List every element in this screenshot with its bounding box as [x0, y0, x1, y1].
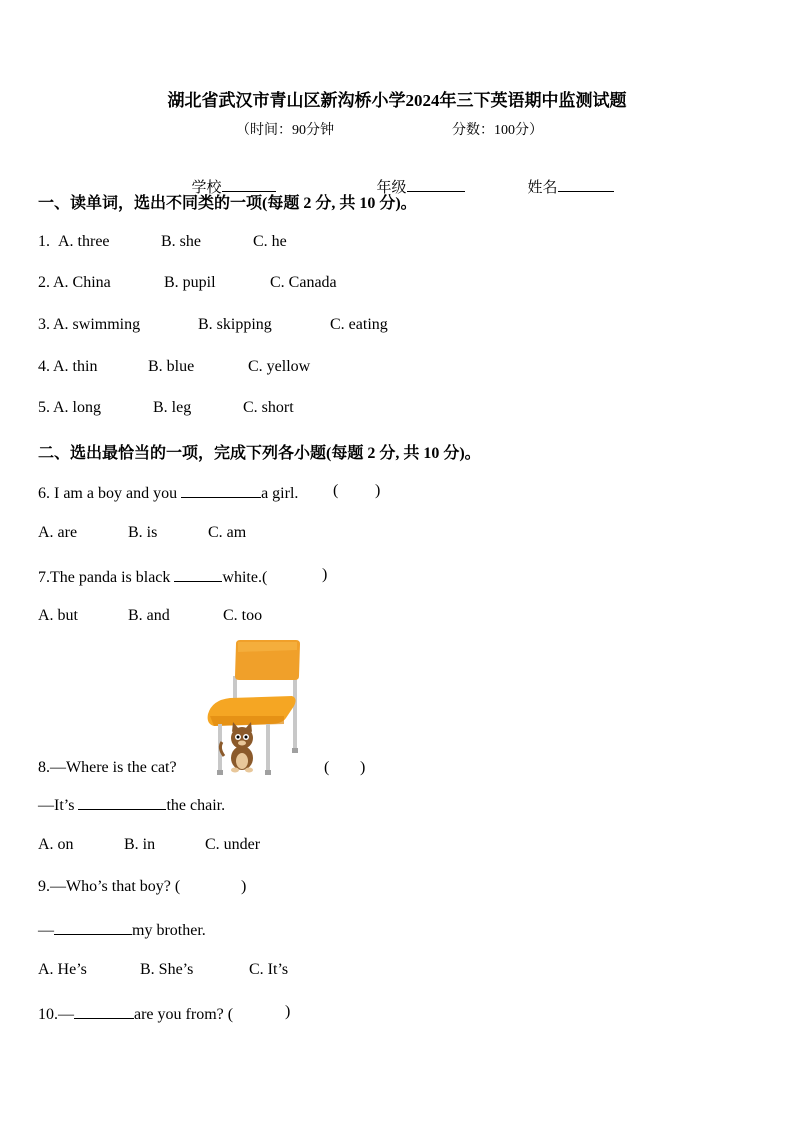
q5-option-a: A. long — [53, 399, 101, 416]
q2-option-c: C. Canada — [270, 274, 337, 291]
q7-blank — [174, 566, 222, 582]
q2-option-b: B. pupil — [164, 274, 216, 291]
section1-heading: 一、读单词，选出不同类的一项(每题 2 分, 共 10 分)。 — [38, 195, 417, 212]
time-label: （时间：90分钟 — [236, 123, 334, 138]
section2-heading: 二、选出最恰当的一项，完成下列各小题(每题 2 分, 共 10 分)。 — [38, 445, 481, 462]
q6-option-b: B. is — [128, 524, 158, 541]
q7-stem — [38, 566, 267, 587]
q9-option-b: B. She’s — [140, 961, 194, 978]
q6-stem-post: a girl. — [261, 485, 299, 502]
chair-front-leg-right — [266, 724, 270, 774]
q4-number: 4. — [38, 358, 50, 375]
school-label: 学校 — [191, 180, 222, 196]
q1-option-c: C. he — [253, 233, 287, 250]
q3-option-a: A. swimming — [53, 316, 141, 333]
q9-answer-post: my brother. — [132, 922, 206, 939]
q8-answer — [38, 794, 225, 815]
q7-option-a: A. but — [38, 607, 78, 624]
q8-blank — [78, 794, 166, 810]
q9-answer — [38, 919, 206, 940]
q1-option-a: A. three — [58, 233, 110, 250]
q7-stem-pre: 7.The panda is black — [38, 569, 175, 586]
grade-label: 年级 — [376, 180, 407, 196]
q5-option-b: B. leg — [153, 399, 192, 416]
q9-question: 9.—Who’s that boy? ( — [38, 878, 181, 895]
q9-option-c: C. It’s — [249, 961, 289, 978]
q8-answer-post: the chair. — [166, 797, 226, 814]
q3-number: 3. — [38, 316, 50, 333]
q6-paren-close: ) — [375, 482, 381, 499]
q4-option-c: C. yellow — [248, 358, 311, 375]
q1-option-b: B. she — [161, 233, 201, 250]
q8-option-a: A. on — [38, 836, 74, 853]
q6-stem — [38, 482, 298, 503]
name-label: 姓名 — [527, 180, 558, 196]
q8-option-c: C. under — [205, 836, 261, 853]
chair-foot-back — [292, 748, 298, 753]
q4-option-b: B. blue — [148, 358, 195, 375]
q9-option-a: A. He’s — [38, 961, 87, 978]
q9-blank — [54, 919, 132, 935]
q8-paren-open: ( — [324, 759, 330, 776]
page-title: 湖北省武汉市青山区新沟桥小学2024年三下英语期中监测试题 — [167, 91, 627, 110]
q6-blank — [181, 482, 261, 498]
score-label: 分数：100分） — [452, 123, 543, 138]
q9-answer-pre: — — [38, 922, 54, 939]
q4-option-a: A. thin — [53, 358, 98, 375]
chair-with-cat-under-illustration — [200, 636, 306, 782]
q6-stem-pre: 6. I am a boy and you — [38, 485, 182, 502]
chair-foot-right — [265, 770, 271, 775]
q3-option-c: C. eating — [330, 316, 388, 333]
q8-paren-close: ) — [360, 759, 366, 776]
q8-question: 8.—Where is the cat? — [38, 759, 177, 776]
q7-option-c: C. too — [223, 607, 263, 624]
q7-stem-post: white.( — [222, 569, 268, 586]
q9-paren-close: ) — [241, 878, 247, 895]
q7-option-b: B. and — [128, 607, 170, 624]
q10-stem-pre: 10.— — [38, 1006, 74, 1023]
q6-option-a: A. are — [38, 524, 78, 541]
q8-option-b: B. in — [124, 836, 156, 853]
q6-paren-open: ( — [333, 482, 339, 499]
cat-icon — [220, 722, 253, 773]
q8-answer-pre: —It’s — [38, 797, 79, 814]
q1-number: 1. — [38, 233, 54, 250]
q10-stem-post: are you from? ( — [134, 1006, 234, 1023]
name-blank — [558, 176, 614, 192]
q5-option-c: C. short — [243, 399, 294, 416]
q7-paren-close: ) — [322, 566, 328, 583]
q2-number: 2. — [38, 274, 50, 291]
q10-paren-close: ) — [285, 1003, 291, 1020]
chair-back-leg-right — [293, 676, 297, 750]
q10-stem — [38, 1003, 233, 1024]
q3-option-b: B. skipping — [198, 316, 272, 333]
chair-foot-left — [217, 770, 223, 775]
q6-option-c: C. am — [208, 524, 247, 541]
name-field — [520, 159, 614, 197]
q5-number: 5. — [38, 399, 50, 416]
q2-option-a: A. China — [53, 274, 111, 291]
q10-blank — [74, 1003, 134, 1019]
